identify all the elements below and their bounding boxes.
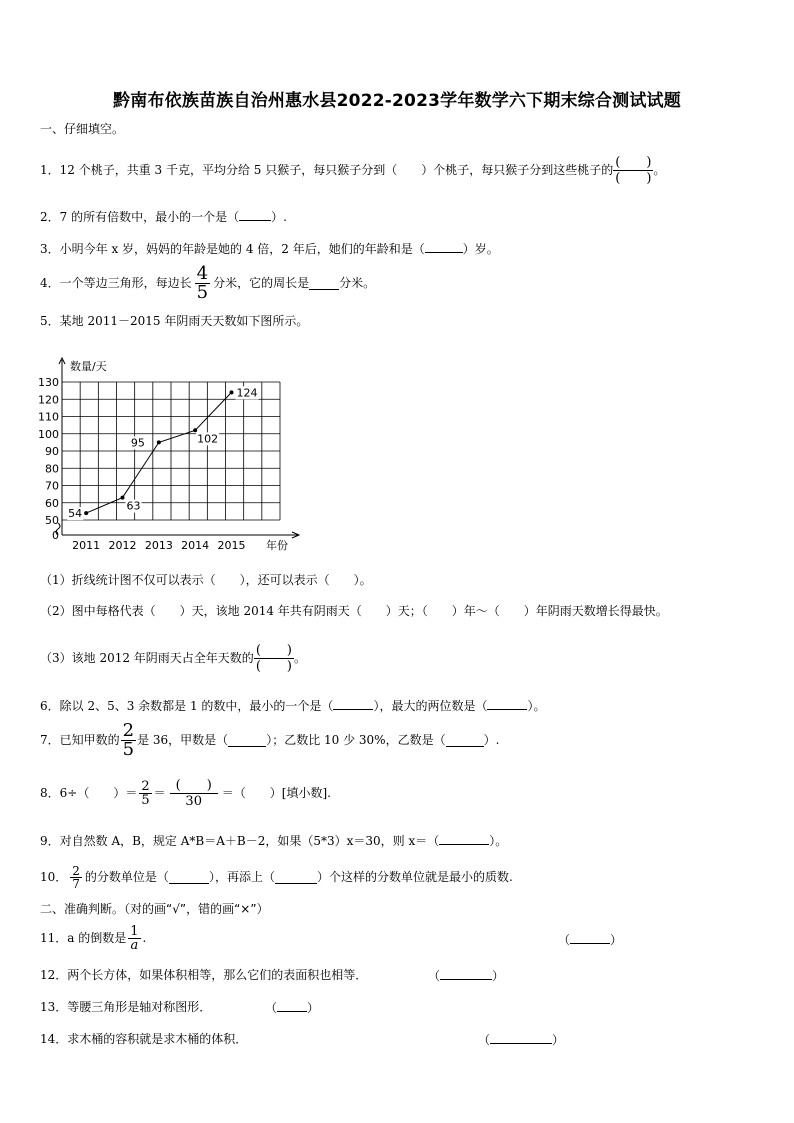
- left-paren: （: [428, 969, 441, 983]
- question-10-mid: ），再添上（: [208, 870, 275, 884]
- question-12: [40, 967, 367, 983]
- fraction-one-over-a: [128, 925, 140, 952]
- y-tick-label: 50: [45, 514, 59, 527]
- fraction-denominator: 7: [72, 876, 80, 891]
- question-6: [40, 697, 545, 714]
- question-6-text: 6．除以 2、5、3 余数都是 1 的数中，最小的一个是（: [40, 699, 334, 713]
- question-3-text: 3．小明今年 x 岁，妈妈的年龄是她的 4 倍，2 年后，她们的年龄和是（: [40, 242, 425, 256]
- fraction-two-fifths: [139, 780, 151, 807]
- data-label: 54: [68, 507, 83, 521]
- right-paren: ）: [307, 1001, 320, 1015]
- question-4: [40, 264, 375, 302]
- question-5-1: （1）折线统计图不仅可以表示（ ），还可以表示（ ）。: [40, 573, 372, 587]
- question-7-end: ）.: [483, 733, 500, 747]
- question-5-3-text: （3）该地 2012 年阴雨天占全年天数的: [40, 651, 254, 665]
- fraction-denominator-blank: ( ): [255, 658, 292, 674]
- y-tick-label: 100: [38, 427, 59, 441]
- data-point: [157, 440, 161, 444]
- question-7: [40, 719, 500, 760]
- question-10-text: 的分数单位是（: [84, 870, 169, 884]
- x-tick-label: 2012: [108, 539, 137, 552]
- question-13: [40, 999, 211, 1015]
- answer-blank[interactable]: [333, 697, 373, 710]
- fraction-numerator-blank: ( ): [255, 642, 292, 658]
- answer-blank[interactable]: [425, 240, 463, 253]
- fraction-denominator: 30: [185, 793, 202, 809]
- x-tick-label: 2011: [72, 539, 101, 552]
- question-6-mid: ），最大的两位数是（: [373, 699, 488, 713]
- y-tick-label: 90: [45, 445, 59, 458]
- data-label: 102: [197, 432, 219, 446]
- y-tick-label: 120: [38, 393, 59, 407]
- question-10: [40, 858, 513, 896]
- question-14-text: 14．求木桶的容积就是求木桶的体积．: [40, 1032, 248, 1046]
- question-5: 5．某地 2011－2015 年阴雨天天数如下图所示。: [40, 314, 309, 328]
- question-9-end: ）。: [489, 834, 508, 848]
- question-14: [40, 1031, 247, 1047]
- fraction-numerator: 2: [72, 863, 80, 878]
- y-tick-label: 80: [45, 462, 59, 476]
- answer-fraction: [254, 643, 294, 674]
- question-4-end: 分米。: [339, 276, 376, 290]
- fraction-numerator-blank: ( ): [170, 778, 218, 794]
- right-paren: ）: [552, 1033, 565, 1047]
- answer-blank[interactable]: [169, 871, 209, 884]
- right-paren: ）: [610, 933, 623, 947]
- fraction-numerator: 1: [130, 923, 139, 939]
- answer-blank[interactable]: [446, 734, 484, 747]
- question-9-text: 9．对自然数 A，B，规定 A*B＝A＋B－2，如果（5*3）x＝30，则 x＝（: [40, 834, 440, 848]
- left-paren: （: [558, 933, 571, 947]
- data-label: 95: [130, 436, 145, 450]
- question-4-mid: 分米，它的周长是: [213, 276, 310, 290]
- fraction-four-fifths: [195, 262, 210, 303]
- question-11: [40, 920, 146, 956]
- question-1: [40, 153, 665, 187]
- fraction-two-fifths: [121, 719, 136, 760]
- question-7-mid: 是 36，甲数是（: [137, 733, 229, 747]
- x-tick-label: 2013: [144, 539, 173, 552]
- question-2-text: 2．7 的所有倍数中，最小的一个是（: [40, 210, 240, 224]
- answer-blank[interactable]: [239, 208, 271, 221]
- question-3-end: ）岁。: [462, 242, 499, 256]
- answer-blank[interactable]: [487, 697, 527, 710]
- fraction-denominator-blank: ( ): [615, 170, 652, 186]
- y-tick-label: 70: [45, 479, 59, 493]
- question-2-end: ）.: [271, 210, 287, 224]
- question-5-3-end: 。: [293, 651, 306, 665]
- fraction-denominator: 5: [122, 738, 135, 760]
- judgement-answer: [558, 931, 622, 948]
- fraction-numerator: 4: [196, 262, 209, 284]
- data-label: 124: [236, 386, 258, 400]
- fraction-numerator-blank: ( ): [615, 154, 652, 170]
- x-tick-label: 2014: [181, 539, 210, 552]
- right-paren: ）: [492, 969, 505, 983]
- question-2: [40, 208, 287, 225]
- answer-blank[interactable]: [228, 734, 266, 747]
- line-chart: [34, 352, 314, 562]
- question-1-end: 。: [653, 163, 666, 177]
- y-tick-label: 0: [52, 529, 59, 542]
- section-heading-fill-blank: 一、仔细填空。: [40, 122, 125, 136]
- question-10-number: 10．: [40, 870, 68, 884]
- answer-blank[interactable]: [490, 1031, 552, 1044]
- left-paren: （: [478, 1033, 491, 1047]
- question-8: [40, 774, 331, 812]
- left-paren: （: [265, 1001, 278, 1015]
- answer-blank[interactable]: [277, 999, 307, 1012]
- fraction-denominator: 5: [141, 792, 150, 808]
- data-point: [230, 390, 234, 394]
- answer-blank[interactable]: [275, 871, 317, 884]
- fraction-denominator: a: [130, 937, 139, 953]
- data-point: [84, 511, 88, 515]
- series-line: [86, 392, 231, 513]
- question-7-text: 7．已知甲数的: [40, 733, 120, 747]
- fraction-numerator: 2: [122, 719, 135, 741]
- y-axis-title: 数量/天: [70, 360, 107, 373]
- fraction-numerator: 2: [141, 778, 150, 794]
- answer-fraction: [170, 778, 218, 809]
- judgement-answer: [478, 1031, 564, 1048]
- question-10-end: ）个这样的分数单位就是最小的质数.: [316, 870, 513, 884]
- question-5-2: （2）图中每格代表（ ）天，该地 2014 年共有阴雨天（ ）天；（ ）年～（ ）年阴雨天数增长得最快。: [40, 604, 668, 618]
- question-11-end: .: [142, 931, 147, 945]
- y-tick-label: 60: [45, 496, 59, 510]
- judgement-answer: [428, 967, 504, 984]
- y-tick-label: 130: [38, 376, 59, 389]
- section-heading-judgement: 二、准确判断。（对的画“√”，错的画“×”）: [40, 902, 269, 916]
- x-tick-label: 2015: [217, 539, 246, 552]
- question-13-text: 13．等腰三角形是轴对称图形．: [40, 1000, 212, 1014]
- x-axis-title: 年份: [266, 539, 288, 552]
- equals-sign: ＝: [153, 786, 166, 800]
- page-title: 黔南布依族苗族自治州惠水县2022-2023学年数学六下期末综合测试试题: [113, 91, 681, 111]
- question-11-text: 11．a 的倒数是: [40, 931, 127, 945]
- question-8-text: 8．6÷（ ）＝: [40, 786, 138, 800]
- answer-blank[interactable]: [439, 832, 489, 845]
- question-6-end: ）。: [527, 699, 546, 713]
- data-label: 63: [126, 499, 141, 513]
- fraction-denominator: 5: [196, 281, 209, 303]
- answer-blank[interactable]: [309, 277, 339, 290]
- question-5-3: [40, 640, 306, 676]
- answer-blank[interactable]: [570, 931, 610, 944]
- question-8-end: ＝（ ）[填小数].: [221, 786, 331, 800]
- data-point: [121, 496, 125, 500]
- y-tick-label: 110: [38, 410, 59, 424]
- question-12-text: 12．两个长方体，如果体积相等，那么它们的表面积也相等．: [40, 968, 368, 982]
- question-3: [40, 240, 499, 257]
- question-1-text: 1．12 个桃子，共重 3 千克，平均分给 5 只猴子，每只猴子分到（ ）个桃子，每只猴子分到这些桃子的: [40, 163, 614, 177]
- fraction-two-sevenths: [70, 865, 82, 890]
- judgement-answer: [265, 999, 319, 1016]
- question-4-text: 4．一个等边三角形，每边长: [40, 276, 192, 290]
- question-7-mid2: ）；乙数比 10 少 30%，乙数是（: [266, 733, 446, 747]
- answer-blank[interactable]: [440, 967, 492, 980]
- question-9: [40, 832, 507, 849]
- answer-fraction: [613, 155, 653, 186]
